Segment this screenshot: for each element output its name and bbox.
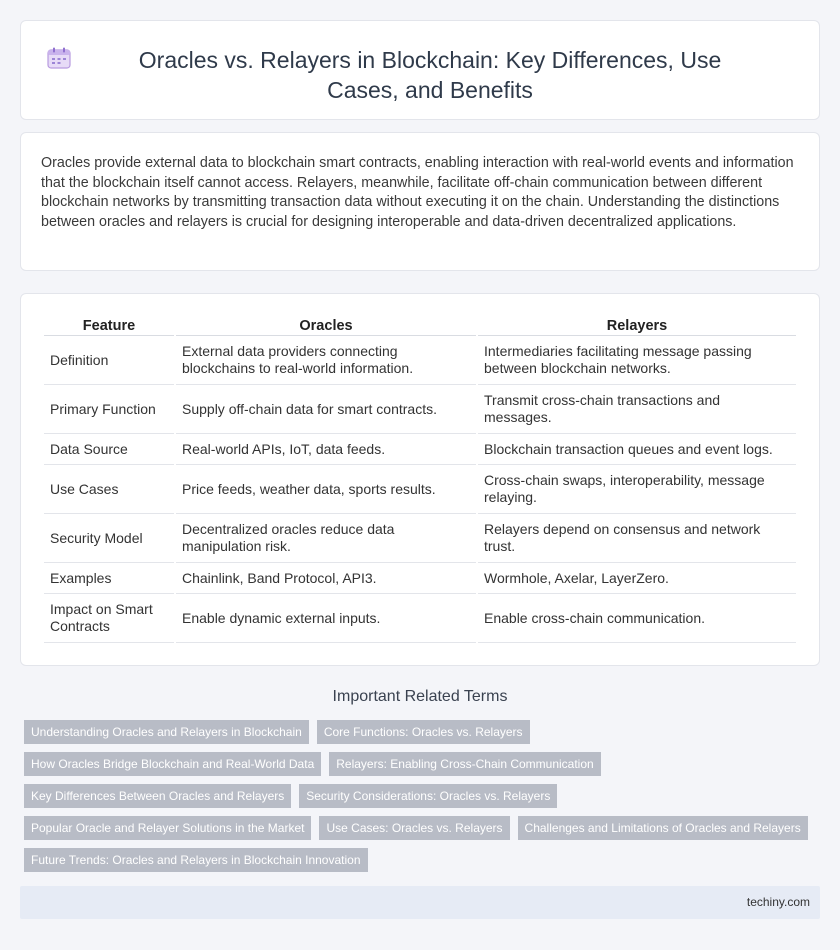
related-term-tag[interactable]: How Oracles Bridge Blockchain and Real-World Data: [24, 752, 321, 776]
feature-cell: Primary Function: [44, 385, 174, 434]
table-row: [44, 514, 796, 563]
feature-cell: Definition: [44, 336, 174, 385]
comparison-table: [42, 314, 798, 643]
header-card: [20, 20, 820, 120]
relayers-cell: Transmit cross-chain transactions and messages.: [478, 385, 796, 434]
intro-card: [20, 132, 820, 271]
table-row: [44, 434, 796, 465]
related-terms-list: [24, 720, 814, 880]
feature-cell: Data Source: [44, 434, 174, 465]
header-feature: Feature: [44, 314, 174, 336]
related-term-tag[interactable]: Core Functions: Oracles vs. Relayers: [317, 720, 530, 744]
oracles-cell: Price feeds, weather data, sports results.: [176, 465, 476, 514]
header-oracles: Oracles: [176, 314, 476, 336]
related-term-tag[interactable]: Popular Oracle and Relayer Solutions in the Market: [24, 816, 311, 840]
feature-cell: Security Model: [44, 514, 174, 563]
table-row: [44, 594, 796, 643]
oracles-cell: Supply off-chain data for smart contracts.: [176, 385, 476, 434]
relayers-cell: Relayers depend on consensus and network trust.: [478, 514, 796, 563]
oracles-cell: Real-world APIs, IoT, data feeds.: [176, 434, 476, 465]
oracles-cell: Decentralized oracles reduce data manipulation risk.: [176, 514, 476, 563]
related-term-tag[interactable]: Future Trends: Oracles and Relayers in Blockchain Innovation: [24, 848, 368, 872]
related-term-tag[interactable]: Security Considerations: Oracles vs. Relayers: [299, 784, 557, 808]
header-relayers: Relayers: [478, 314, 796, 336]
feature-cell: Impact on Smart Contracts: [44, 594, 174, 643]
relayers-cell: Intermediaries facilitating message passing between blockchain networks.: [478, 336, 796, 385]
table-row: [44, 563, 796, 594]
page-title: Oracles vs. Relayers in Blockchain: Key Differences, Use Cases, and Benefits: [138, 47, 722, 103]
table-row: [44, 385, 796, 434]
related-term-tag[interactable]: Relayers: Enabling Cross-Chain Communication: [329, 752, 600, 776]
intro-paragraph: Oracles provide external data to blockchain smart contracts, enabling interaction with real-world events and information that the blockchain itself cannot access. Relayers, meanwhile, facilitate off-chain communication between different blockchain networks by transmitting transaction data without executing it on the chain. Understanding the distinctions between oracles and relayers is crucial for designing interoperable and data-driven decentralized applications.: [41, 155, 794, 230]
related-term-tag[interactable]: Challenges and Limitations of Oracles and Relayers: [518, 816, 808, 840]
related-term-tag[interactable]: Use Cases: Oracles vs. Relayers: [319, 816, 509, 840]
table-row: [44, 465, 796, 514]
feature-cell: Use Cases: [44, 465, 174, 514]
relayers-cell: Enable cross-chain communication.: [478, 594, 796, 643]
oracles-cell: External data providers connecting blockchains to real-world information.: [176, 336, 476, 385]
table-row: [44, 336, 796, 385]
table-header-row: [44, 314, 796, 336]
oracles-cell: Chainlink, Band Protocol, API3.: [176, 563, 476, 594]
feature-cell: Examples: [44, 563, 174, 594]
relayers-cell: Wormhole, Axelar, LayerZero.: [478, 563, 796, 594]
related-terms-title: Important Related Terms: [332, 688, 508, 705]
related-term-tag[interactable]: Key Differences Between Oracles and Relayers: [24, 784, 291, 808]
relayers-cell: Cross-chain swaps, interoperability, message relaying.: [478, 465, 796, 514]
site-link[interactable]: techiny.com: [746, 895, 810, 909]
footer: [20, 886, 820, 919]
related-term-tag[interactable]: Understanding Oracles and Relayers in Blockchain: [24, 720, 309, 744]
oracles-cell: Enable dynamic external inputs.: [176, 594, 476, 643]
relayers-cell: Blockchain transaction queues and event logs.: [478, 434, 796, 465]
comparison-card: [20, 293, 820, 666]
